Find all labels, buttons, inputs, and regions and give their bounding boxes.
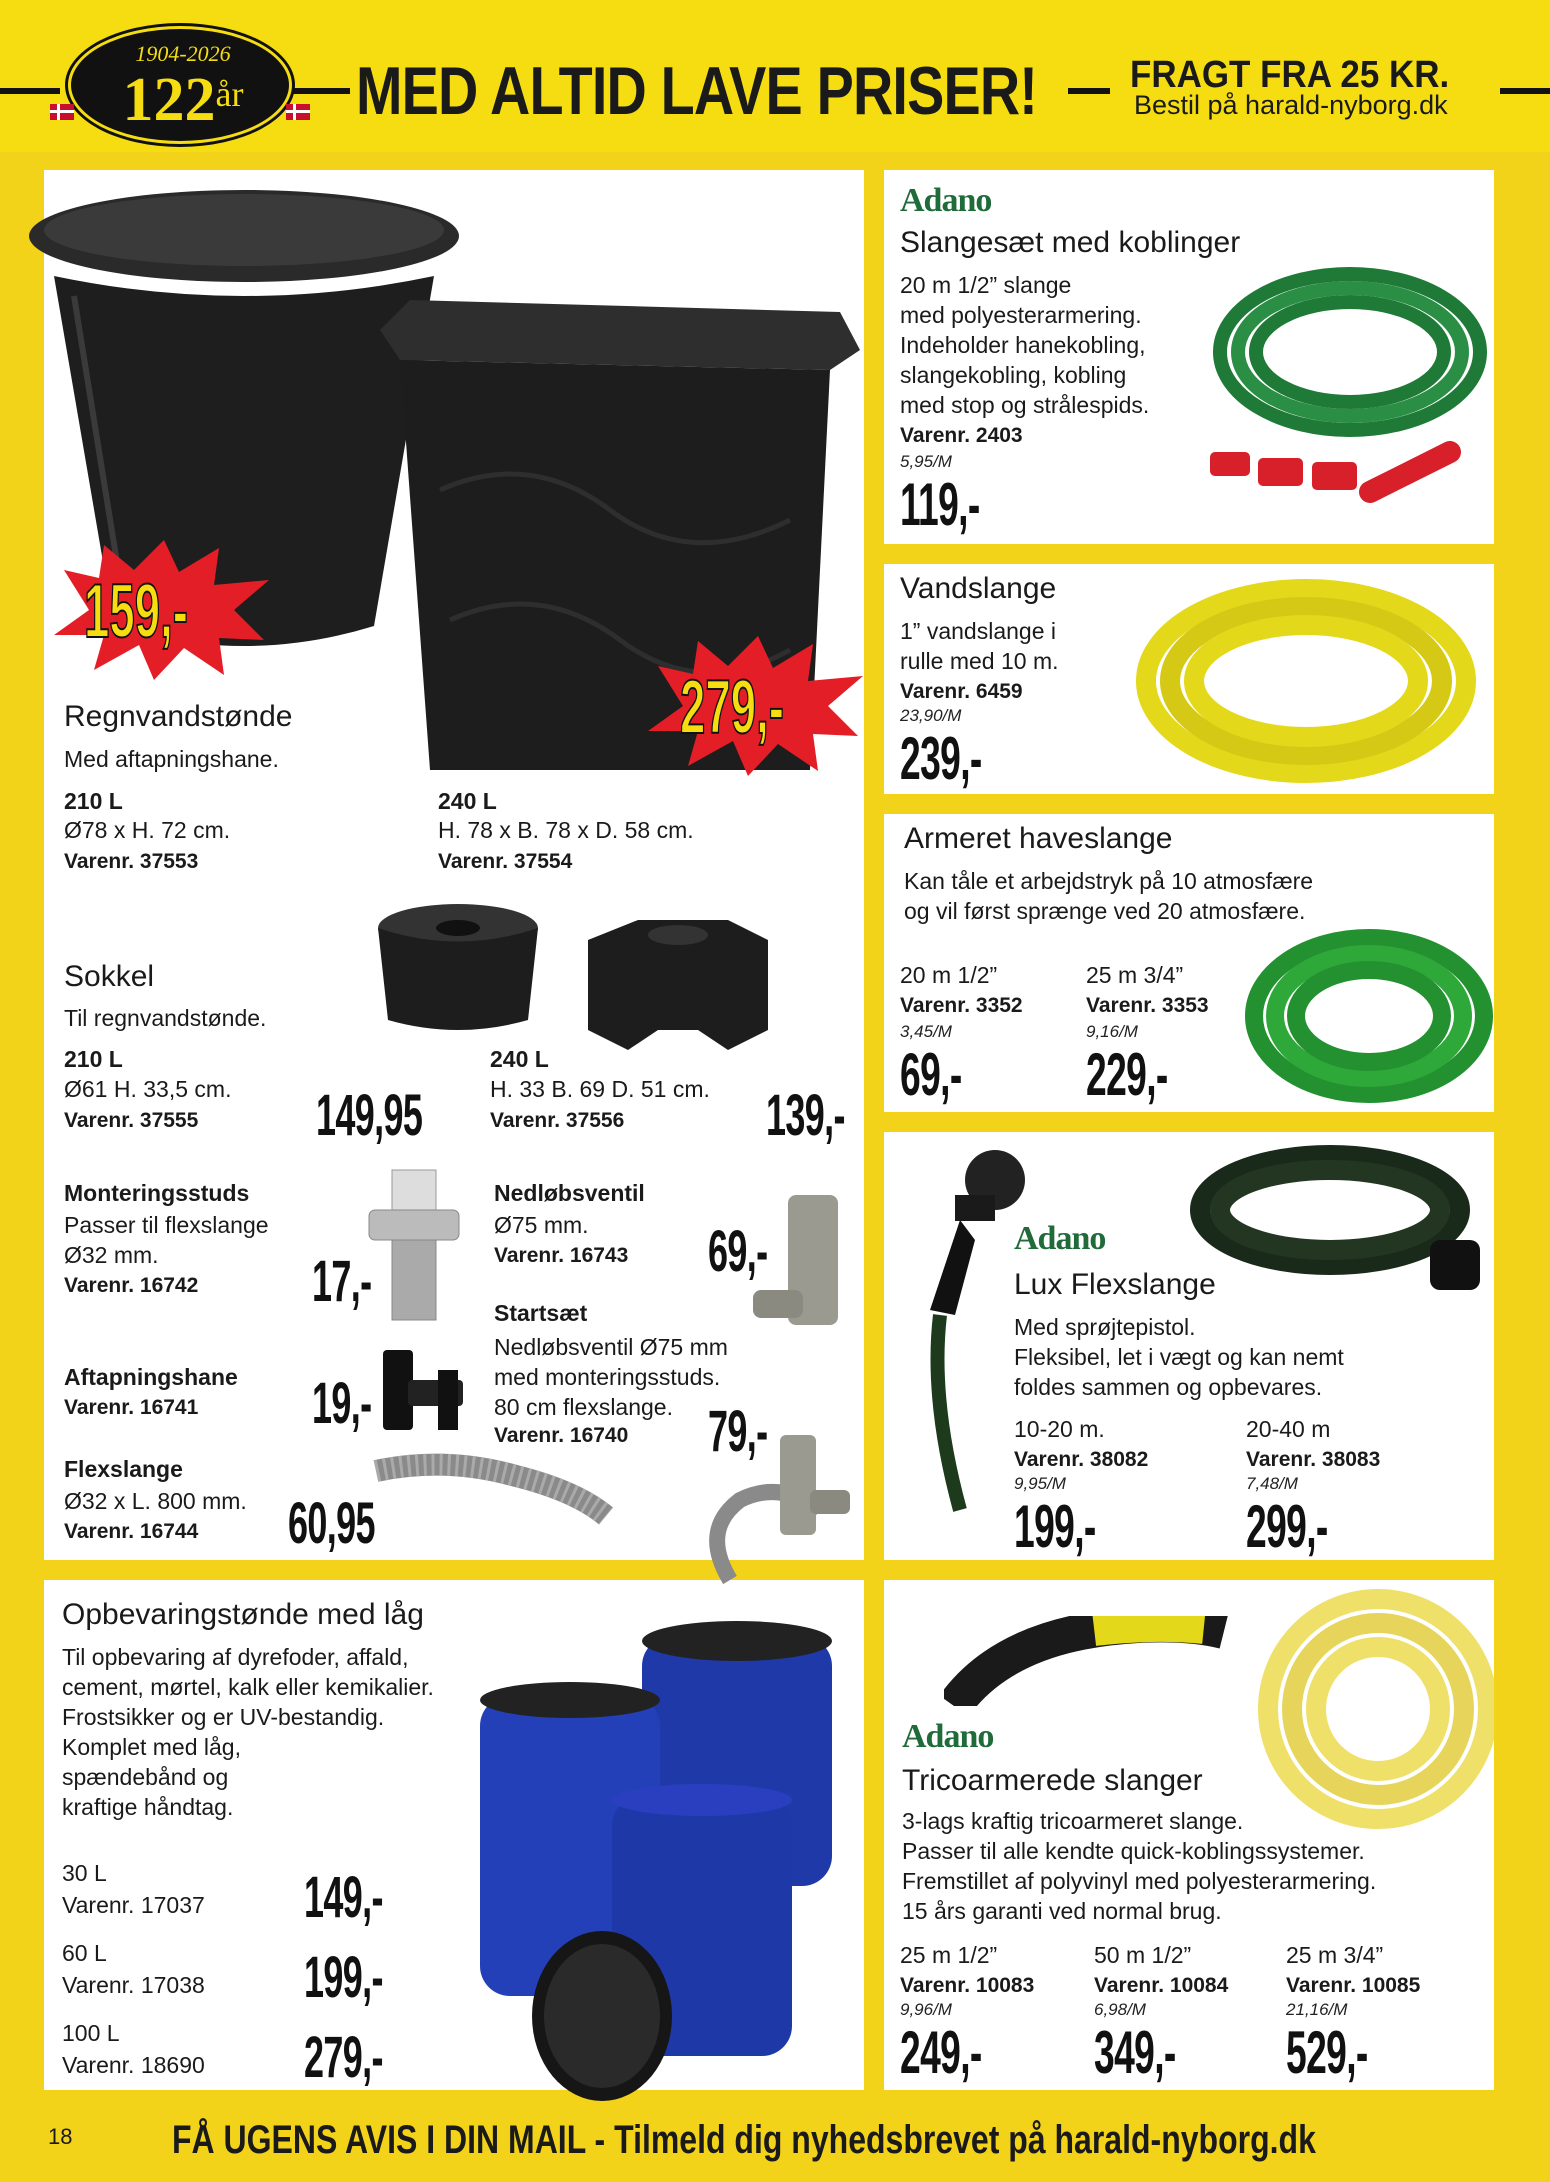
trico-title: Tricoarmerede slanger: [902, 1764, 1203, 1797]
flag-right-icon: [286, 104, 310, 120]
flexhose-title: Flexslange: [64, 1456, 183, 1482]
trico-hose-yellow-image: [1248, 1584, 1494, 1834]
rainbarrel-v1-size: 210 L: [64, 788, 123, 814]
armeret-v1-size: 20 m 1/2”: [900, 962, 998, 988]
trico-v1-sku: Varenr. 10083: [900, 1974, 1035, 1997]
vandslange-hose-image: [1134, 576, 1479, 786]
trico-v3-size: 25 m 3/4”: [1286, 1942, 1384, 1968]
trico-line-1: Passer til alle kendte quick-koblingssystemer.: [902, 1838, 1365, 1864]
armeret-v2-unit: 9,16/M: [1086, 1022, 1138, 1041]
headline: MED ALTID LAVE PRISER!: [356, 53, 1038, 129]
lux-v2-size: 20-40 m: [1246, 1416, 1331, 1442]
base-v2-dim: H. 33 B. 69 D. 51 cm.: [490, 1076, 710, 1102]
anniversary-badge: [68, 26, 292, 144]
trico-v2-unit: 6,98/M: [1094, 2000, 1146, 2019]
flexhose-image: [366, 1446, 616, 1526]
storage-v2-size: 60 L: [62, 1940, 107, 1966]
armeret-hose-image: [1244, 926, 1494, 1106]
footer-text-bold: FÅ UGENS AVIS I DIN MAIL: [172, 2118, 586, 2162]
starter-line-0: Nedløbsventil Ø75 mm: [494, 1334, 728, 1360]
armeret-v2-sku: Varenr. 3353: [1086, 994, 1209, 1017]
slangesaet-line-3: slangekobling, kobling: [900, 362, 1127, 388]
downpipe-title: Nedløbsventil: [494, 1180, 645, 1206]
lux-title: Lux Flexslange: [1014, 1268, 1216, 1301]
rainbarrel-v2-sku: Varenr. 37554: [438, 850, 573, 873]
starter-title: Startsæt: [494, 1300, 588, 1326]
header-line-right1: [1068, 88, 1110, 94]
burst-price-159: 159,-: [84, 569, 188, 654]
lux-brand: Adano: [1014, 1220, 1106, 1257]
header-bar: [0, 0, 1550, 152]
lux-v2-unit: 7,48/M: [1246, 1474, 1298, 1493]
mount-fitting-image: [364, 1165, 464, 1325]
base-v1-price: 149,95: [316, 1083, 423, 1148]
base-round-image: [368, 900, 548, 1040]
storage-v3-price: 279,-: [304, 2025, 383, 2090]
rainbarrel-v1-sku: Varenr. 37553: [64, 850, 199, 873]
base-square-image: [578, 910, 778, 1060]
storage-v3-sku: Varenr. 18690: [62, 2052, 205, 2078]
base-v1-sku: Varenr. 37555: [64, 1109, 199, 1132]
anniversary-count: 122: [122, 66, 216, 134]
anniversary-suffix: år: [215, 74, 244, 114]
slangesaet-unit: 5,95/M: [900, 452, 952, 471]
storage-title: Opbevaringstønde med låg: [62, 1598, 424, 1631]
vandslange-price: 239,-: [900, 725, 982, 792]
rainbarrel-v2-dim: H. 78 x B. 78 x D. 58 cm.: [438, 817, 694, 843]
slangesaet-sku: Varenr. 2403: [900, 424, 1023, 447]
lux-hose-image: [1190, 1140, 1490, 1310]
storage-line-5: kraftige håndtag.: [62, 1794, 234, 1820]
starter-price: 79,-: [708, 1399, 768, 1464]
vandslange-title: Vandslange: [900, 572, 1057, 605]
trico-v2-price: 349,-: [1094, 2019, 1176, 2086]
trico-line-3: 15 års garanti ved normal brug.: [902, 1898, 1222, 1924]
downpipe-price: 69,-: [708, 1219, 768, 1284]
header-line-mid: [290, 88, 350, 94]
burst-price-279: 279,-: [680, 665, 784, 750]
trico-line-2: Fremstillet af polyvinyl med polyesterarmering.: [902, 1868, 1377, 1894]
slangesaet-price: 119,-: [900, 471, 980, 538]
armeret-line-0: Kan tåle et arbejdstryk på 10 atmosfære: [904, 868, 1314, 894]
armeret-v1-sku: Varenr. 3352: [900, 994, 1023, 1017]
vandslange-unit: 23,90/M: [900, 706, 962, 725]
downpipe-valve-image: [748, 1190, 858, 1340]
rainbarrel-subtitle: Med aftapningshane.: [64, 746, 279, 772]
tap-sku: Varenr. 16741: [64, 1396, 199, 1419]
rainbarrel-title: Regnvandstønde: [64, 700, 293, 733]
armeret-title: Armeret haveslange: [904, 822, 1173, 855]
mount-sku: Varenr. 16742: [64, 1274, 199, 1297]
lux-v1-size: 10-20 m.: [1014, 1416, 1105, 1442]
anniversary-number: [93, 65, 273, 136]
flag-left-icon: [50, 104, 74, 120]
trico-line-0: 3-lags kraftig tricoarmeret slange.: [902, 1808, 1244, 1834]
trico-v1-size: 25 m 1/2”: [900, 1942, 998, 1968]
slangesaet-hose-image: [1200, 262, 1490, 532]
mount-title: Monteringsstuds: [64, 1180, 250, 1206]
armeret-v2-price: 229,-: [1086, 1041, 1168, 1108]
flexhose-price: 60,95: [288, 1491, 375, 1556]
armeret-v2-size: 25 m 3/4”: [1086, 962, 1184, 988]
downpipe-sku: Varenr. 16743: [494, 1244, 629, 1267]
footer-text-rest: - Tilmeld dig nyhedsbrevet på harald-nyborg.dk: [585, 2118, 1316, 2162]
tap-title: Aftapningshane: [64, 1364, 238, 1390]
header-line-left: [0, 88, 60, 94]
mount-line-0: Passer til flexslange: [64, 1212, 269, 1238]
lux-v1-unit: 9,95/M: [1014, 1474, 1066, 1493]
flexhose-line-0: Ø32 x L. 800 mm.: [64, 1488, 247, 1514]
slangesaet-title: Slangesæt med koblinger: [900, 226, 1241, 259]
base-subtitle: Til regnvandstønde.: [64, 1005, 267, 1031]
armeret-v1-unit: 3,45/M: [900, 1022, 952, 1041]
storage-v1-size: 30 L: [62, 1860, 107, 1886]
starter-sku: Varenr. 16740: [494, 1424, 629, 1447]
lux-v2-price: 299,-: [1246, 1493, 1328, 1560]
lux-v1-price: 199,-: [1014, 1493, 1096, 1560]
storage-line-4: spændebånd og: [62, 1764, 229, 1790]
storage-line-2: Frostsikker og er UV-bestandig.: [62, 1704, 385, 1730]
downpipe-line-0: Ø75 mm.: [494, 1212, 589, 1238]
storage-barrels-image: [452, 1616, 862, 2106]
base-v2-price: 139,-: [766, 1083, 845, 1148]
armeret-line-1: og vil først sprænge ved 20 atmosfære.: [904, 898, 1306, 924]
storage-v1-price: 149,-: [304, 1865, 383, 1930]
flexhose-sku: Varenr. 16744: [64, 1520, 199, 1543]
mount-price: 17,-: [312, 1249, 372, 1314]
tap-price: 19,-: [312, 1371, 372, 1436]
trico-brand: Adano: [902, 1718, 994, 1755]
trico-v2-size: 50 m 1/2”: [1094, 1942, 1192, 1968]
storage-v1-sku: Varenr. 17037: [62, 1892, 205, 1918]
anniversary-years: 1904-2026: [135, 41, 231, 66]
trico-v1-price: 249,-: [900, 2019, 982, 2086]
vandslange-sku: Varenr. 6459: [900, 680, 1023, 703]
rainbarrel-v2-size: 240 L: [438, 788, 497, 814]
slangesaet-line-1: med polyesterarmering.: [900, 302, 1142, 328]
vandslange-line-0: 1” vandslange i: [900, 618, 1056, 644]
footer-newsletter[interactable]: [172, 2118, 1316, 2163]
trico-v3-price: 529,-: [1286, 2019, 1368, 2086]
page-number: 18: [48, 2124, 73, 2149]
trico-v3-unit: 21,16/M: [1286, 2000, 1348, 2019]
header-line-right2: [1500, 88, 1550, 94]
armeret-v1-price: 69,-: [900, 1041, 962, 1108]
slangesaet-brand: Adano: [900, 182, 992, 219]
vandslange-line-1: rulle med 10 m.: [900, 648, 1059, 674]
storage-v3-size: 100 L: [62, 2020, 120, 2046]
storage-line-0: Til opbevaring af dyrefoder, affald,: [62, 1644, 409, 1670]
order-link[interactable]: Bestil på harald-nyborg.dk: [1134, 90, 1448, 120]
storage-line-1: cement, mørtel, kalk eller kemikalier.: [62, 1674, 434, 1700]
lux-v2-sku: Varenr. 38083: [1246, 1448, 1381, 1471]
base-v1-dim: Ø61 H. 33,5 cm.: [64, 1076, 232, 1102]
starter-kit-image: [700, 1430, 890, 1600]
mount-line-1: Ø32 mm.: [64, 1242, 159, 1268]
base-v2-sku: Varenr. 37556: [490, 1109, 625, 1132]
lux-line-0: Med sprøjtepistol.: [1014, 1314, 1196, 1340]
base-v1-size: 210 L: [64, 1046, 123, 1072]
storage-v2-sku: Varenr. 17038: [62, 1972, 205, 1998]
trico-hose-black-image: [944, 1616, 1234, 1706]
starter-line-2: 80 cm flexslange.: [494, 1394, 673, 1420]
storage-v2-price: 199,-: [304, 1945, 383, 2010]
base-title: Sokkel: [64, 960, 155, 993]
base-v2-size: 240 L: [490, 1046, 549, 1072]
slangesaet-line-0: 20 m 1/2” slange: [900, 272, 1072, 298]
lux-v1-sku: Varenr. 38082: [1014, 1448, 1149, 1471]
tap-image: [368, 1340, 478, 1440]
storage-line-3: Komplet med låg,: [62, 1734, 241, 1760]
starter-line-1: med monteringsstuds.: [494, 1364, 721, 1390]
trico-v1-unit: 9,96/M: [900, 2000, 952, 2019]
rainbarrel-v1-dim: Ø78 x H. 72 cm.: [64, 817, 231, 843]
slangesaet-line-4: med stop og strålespids.: [900, 392, 1150, 418]
lux-line-1: Fleksibel, let i vægt og kan nemt: [1014, 1344, 1344, 1370]
slangesaet-line-2: Indeholder hanekobling,: [900, 332, 1146, 358]
lux-line-2: foldes sammen og opbevares.: [1014, 1374, 1323, 1400]
shipping-text: FRAGT FRA 25 KR.: [1130, 54, 1450, 96]
trico-v2-sku: Varenr. 10084: [1094, 1974, 1229, 1997]
trico-v3-sku: Varenr. 10085: [1286, 1974, 1421, 1997]
